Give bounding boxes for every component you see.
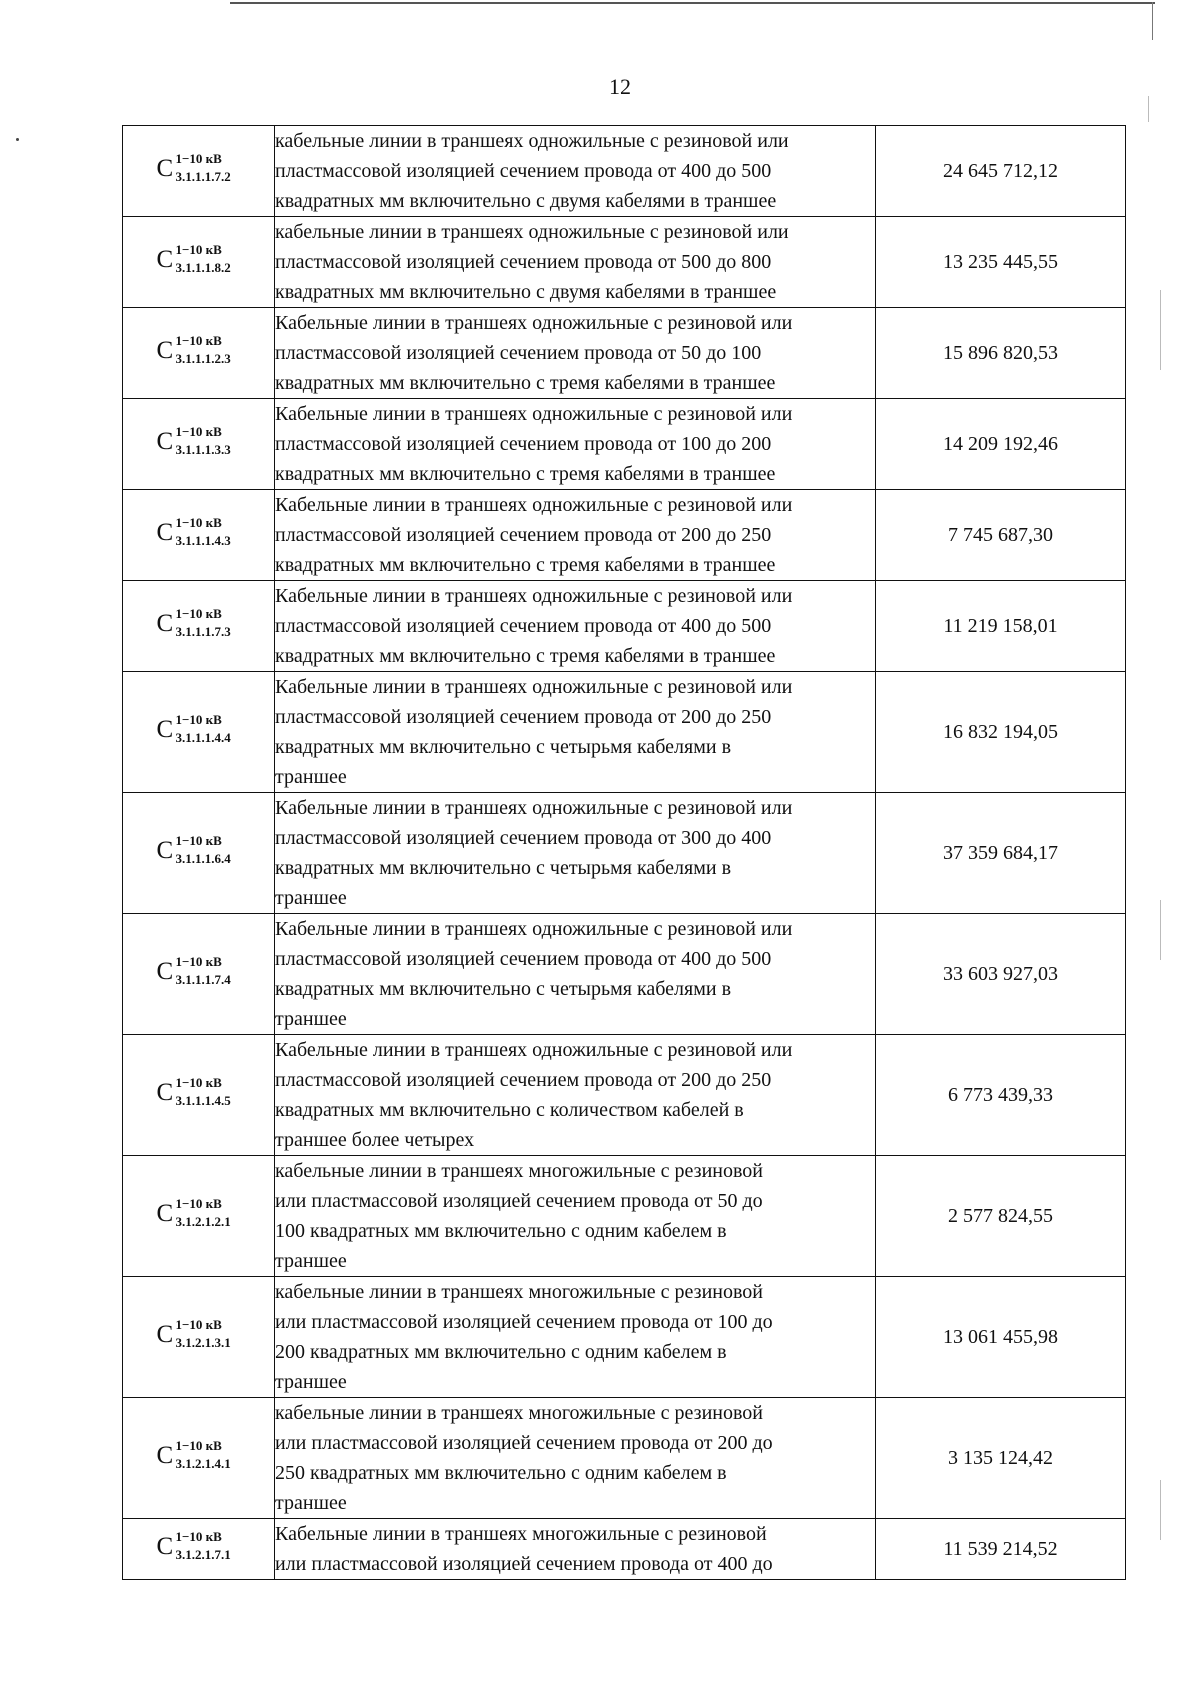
description-line: или пластмассовой изоляцией сечением провода от 200 до	[275, 1432, 773, 1454]
rate-code-voltage: 1−10 кВ	[175, 514, 222, 530]
description-line: квадратных мм включительно с четырьмя кабелями в	[275, 978, 732, 1000]
description-line: квадратных мм включительно с количеством кабелей в	[275, 1099, 744, 1121]
rate-value: 15 896 820,53	[876, 308, 1126, 399]
rate-code-index: 3.1.2.1.7.1	[175, 1546, 231, 1562]
description-cell	[275, 399, 876, 490]
table-row	[123, 914, 1126, 1035]
description-line: кабельные линии в траншеях многожильные с резиновой	[275, 1402, 763, 1424]
scan-speck	[16, 138, 19, 141]
top-border-line	[230, 2, 1155, 4]
rate-value: 14 209 192,46	[876, 399, 1126, 490]
description-cell	[275, 1156, 876, 1277]
top-corner-mark	[1152, 2, 1153, 40]
rate-code-index: 3.1.2.1.3.1	[175, 1334, 231, 1350]
rate-value: 33 603 927,03	[876, 914, 1126, 1035]
description-line: квадратных мм включительно с четырьмя кабелями в	[275, 736, 732, 758]
rate-code-letter: C	[156, 1532, 174, 1560]
rate-code-cell	[123, 1398, 275, 1519]
description-line: пластмассовой изоляцией сечением провода от 500 до 800	[275, 251, 772, 273]
rate-code-letter: C	[156, 836, 174, 864]
rate-code-index: 3.1.1.1.4.5	[175, 1092, 231, 1108]
description-line: пластмассовой изоляцией сечением провода от 200 до 250	[275, 524, 772, 546]
description-cell	[275, 490, 876, 581]
description-line: или пластмассовой изоляцией сечением провода от 400 до	[275, 1553, 773, 1575]
rate-code	[149, 1317, 249, 1353]
description-line: пластмассовой изоляцией сечением провода от 300 до 400	[275, 827, 772, 849]
rate-code	[149, 333, 249, 369]
rate-code-voltage: 1−10 кВ	[175, 605, 222, 621]
table-row	[123, 490, 1126, 581]
description-line: 100 квадратных мм включительно с одним кабелем в	[275, 1220, 727, 1242]
table-row	[123, 126, 1126, 217]
description-line: Кабельные линии в траншеях одножильные с резиновой или	[275, 403, 793, 425]
rate-value: 16 832 194,05	[876, 672, 1126, 793]
rate-code-letter: C	[156, 154, 174, 182]
rate-code-voltage: 1−10 кВ	[175, 953, 222, 969]
rate-code	[149, 1075, 249, 1111]
description-line: квадратных мм включительно с двумя кабелями в траншее	[275, 281, 777, 303]
tariff-table	[122, 125, 1126, 1580]
table-row	[123, 1035, 1126, 1156]
description-cell	[275, 914, 876, 1035]
rate-code-voltage: 1−10 кВ	[175, 1074, 222, 1090]
rate-code-letter: C	[156, 957, 174, 985]
rate-code-index: 3.1.1.1.4.3	[175, 532, 231, 548]
description-line: Кабельные линии в траншеях одножильные с резиновой или	[275, 1039, 793, 1061]
rate-code-cell	[123, 308, 275, 399]
rate-code-index: 3.1.1.1.3.3	[175, 441, 231, 457]
rate-code-voltage: 1−10 кВ	[175, 832, 222, 848]
table-row	[123, 1519, 1126, 1580]
scan-artifact-line	[1160, 900, 1161, 960]
description-line: траншее более четырех	[275, 1129, 475, 1151]
rate-code	[149, 606, 249, 642]
description-line: пластмассовой изоляцией сечением провода от 50 до 100	[275, 342, 762, 364]
description-line: Кабельные линии в траншеях многожильные с резиновой	[275, 1523, 767, 1545]
rate-code-letter: C	[156, 336, 174, 364]
rate-value: 2 577 824,55	[876, 1156, 1126, 1277]
rate-code-cell	[123, 914, 275, 1035]
description-line: 250 квадратных мм включительно с одним кабелем в	[275, 1462, 727, 1484]
description-line: квадратных мм включительно с тремя кабелями в траншее	[275, 554, 776, 576]
description-line: квадратных мм включительно с тремя кабелями в траншее	[275, 645, 776, 667]
description-line: квадратных мм включительно с двумя кабелями в траншее	[275, 190, 777, 212]
rate-code-letter: C	[156, 609, 174, 637]
rate-value: 3 135 124,42	[876, 1398, 1126, 1519]
description-cell	[275, 1398, 876, 1519]
description-line: траншее	[275, 766, 347, 788]
rate-code-cell	[123, 1277, 275, 1398]
rate-code-voltage: 1−10 кВ	[175, 711, 222, 727]
rate-code-index: 3.1.2.1.2.1	[175, 1213, 231, 1229]
rate-value: 13 061 455,98	[876, 1277, 1126, 1398]
table-row	[123, 217, 1126, 308]
description-line: траншее	[275, 1492, 347, 1514]
description-line: 200 квадратных мм включительно с одним кабелем в	[275, 1341, 727, 1363]
rate-code-cell	[123, 490, 275, 581]
description-cell	[275, 1277, 876, 1398]
description-line: кабельные линии в траншеях многожильные с резиновой	[275, 1281, 763, 1303]
table-row	[123, 1156, 1126, 1277]
description-cell	[275, 672, 876, 793]
description-line: или пластмассовой изоляцией сечением провода от 100 до	[275, 1311, 773, 1333]
rate-value: 13 235 445,55	[876, 217, 1126, 308]
rate-code-index: 3.1.1.1.6.4	[175, 850, 231, 866]
rate-code-letter: C	[156, 715, 174, 743]
table-row	[123, 1398, 1126, 1519]
rate-code-index: 3.1.1.1.7.4	[175, 971, 231, 987]
description-line: Кабельные линии в траншеях одножильные с резиновой или	[275, 797, 793, 819]
description-line: квадратных мм включительно с тремя кабелями в траншее	[275, 372, 776, 394]
description-line: пластмассовой изоляцией сечением провода от 400 до 500	[275, 948, 772, 970]
table-row	[123, 399, 1126, 490]
description-line: или пластмассовой изоляцией сечением провода от 50 до	[275, 1190, 763, 1212]
rate-code	[149, 1438, 249, 1474]
table-row	[123, 1277, 1126, 1398]
rate-code-cell	[123, 1156, 275, 1277]
description-cell	[275, 1519, 876, 1580]
description-line: кабельные линии в траншеях одножильные с резиновой или	[275, 130, 789, 152]
rate-code-letter: C	[156, 1078, 174, 1106]
rate-code	[149, 1196, 249, 1232]
rate-code-cell	[123, 793, 275, 914]
description-line: кабельные линии в траншеях многожильные с резиновой	[275, 1160, 763, 1182]
description-line: Кабельные линии в траншеях одножильные с резиновой или	[275, 585, 793, 607]
rate-value: 24 645 712,12	[876, 126, 1126, 217]
rate-code-letter: C	[156, 427, 174, 455]
scan-artifact-line	[1160, 1480, 1161, 1540]
rate-code-letter: C	[156, 245, 174, 273]
description-cell	[275, 1035, 876, 1156]
rate-value: 11 219 158,01	[876, 581, 1126, 672]
description-line: пластмассовой изоляцией сечением провода от 100 до 200	[275, 433, 772, 455]
rate-code	[149, 151, 249, 187]
rate-code-voltage: 1−10 кВ	[175, 1437, 222, 1453]
description-line: траншее	[275, 1250, 347, 1272]
description-cell	[275, 308, 876, 399]
rate-code-cell	[123, 217, 275, 308]
description-cell	[275, 126, 876, 217]
rate-code-index: 3.1.1.1.4.4	[175, 729, 231, 745]
table-row	[123, 308, 1126, 399]
rate-code-voltage: 1−10 кВ	[175, 423, 222, 439]
description-cell	[275, 793, 876, 914]
rate-code	[149, 515, 249, 551]
rate-code	[149, 712, 249, 748]
table-row	[123, 672, 1126, 793]
table-row	[123, 581, 1126, 672]
rate-code-voltage: 1−10 кВ	[175, 150, 222, 166]
description-line: пластмассовой изоляцией сечением провода от 400 до 500	[275, 615, 772, 637]
rate-code-cell	[123, 672, 275, 793]
tariff-table-body	[123, 126, 1126, 1580]
description-line: квадратных мм включительно с четырьмя кабелями в	[275, 857, 732, 879]
rate-code-cell	[123, 1519, 275, 1580]
description-line: кабельные линии в траншеях одножильные с резиновой или	[275, 221, 789, 243]
description-line: пластмассовой изоляцией сечением провода от 400 до 500	[275, 160, 772, 182]
rate-code	[149, 242, 249, 278]
description-line: пластмассовой изоляцией сечением провода от 200 до 250	[275, 1069, 772, 1091]
rate-code-index: 3.1.1.1.7.2	[175, 168, 231, 184]
rate-value: 7 745 687,30	[876, 490, 1126, 581]
rate-code-index: 3.1.1.1.8.2	[175, 259, 231, 275]
rate-code-cell	[123, 581, 275, 672]
description-line: Кабельные линии в траншеях одножильные с резиновой или	[275, 312, 793, 334]
rate-value: 37 359 684,17	[876, 793, 1126, 914]
rate-code-letter: C	[156, 1199, 174, 1227]
rate-value: 11 539 214,52	[876, 1519, 1126, 1580]
rate-code	[149, 833, 249, 869]
rate-code-voltage: 1−10 кВ	[175, 1528, 222, 1544]
description-line: траншее	[275, 1008, 347, 1030]
rate-code-voltage: 1−10 кВ	[175, 1195, 222, 1211]
rate-value: 6 773 439,33	[876, 1035, 1126, 1156]
rate-code	[149, 1529, 249, 1565]
page-number: 12	[609, 74, 631, 99]
table-row	[123, 793, 1126, 914]
rate-code-letter: C	[156, 1441, 174, 1469]
rate-code-voltage: 1−10 кВ	[175, 332, 222, 348]
rate-code-voltage: 1−10 кВ	[175, 1316, 222, 1332]
description-line: траншее	[275, 1371, 347, 1393]
description-cell	[275, 581, 876, 672]
description-line: квадратных мм включительно с тремя кабелями в траншее	[275, 463, 776, 485]
rate-code	[149, 424, 249, 460]
rate-code	[149, 954, 249, 990]
rate-code-cell	[123, 1035, 275, 1156]
rate-code-voltage: 1−10 кВ	[175, 241, 222, 257]
rate-code-index: 3.1.2.1.4.1	[175, 1455, 231, 1471]
rate-code-cell	[123, 126, 275, 217]
scan-artifact-line	[1160, 290, 1161, 370]
description-line: Кабельные линии в траншеях одножильные с резиновой или	[275, 676, 793, 698]
description-line: пластмассовой изоляцией сечением провода от 200 до 250	[275, 706, 772, 728]
rate-code-index: 3.1.1.1.7.3	[175, 623, 231, 639]
rate-code-letter: C	[156, 518, 174, 546]
description-line: траншее	[275, 887, 347, 909]
rate-code-cell	[123, 399, 275, 490]
rate-code-letter: C	[156, 1320, 174, 1348]
description-cell	[275, 217, 876, 308]
description-line: Кабельные линии в траншеях одножильные с резиновой или	[275, 494, 793, 516]
rate-code-index: 3.1.1.1.2.3	[175, 350, 231, 366]
description-line: Кабельные линии в траншеях одножильные с резиновой или	[275, 918, 793, 940]
